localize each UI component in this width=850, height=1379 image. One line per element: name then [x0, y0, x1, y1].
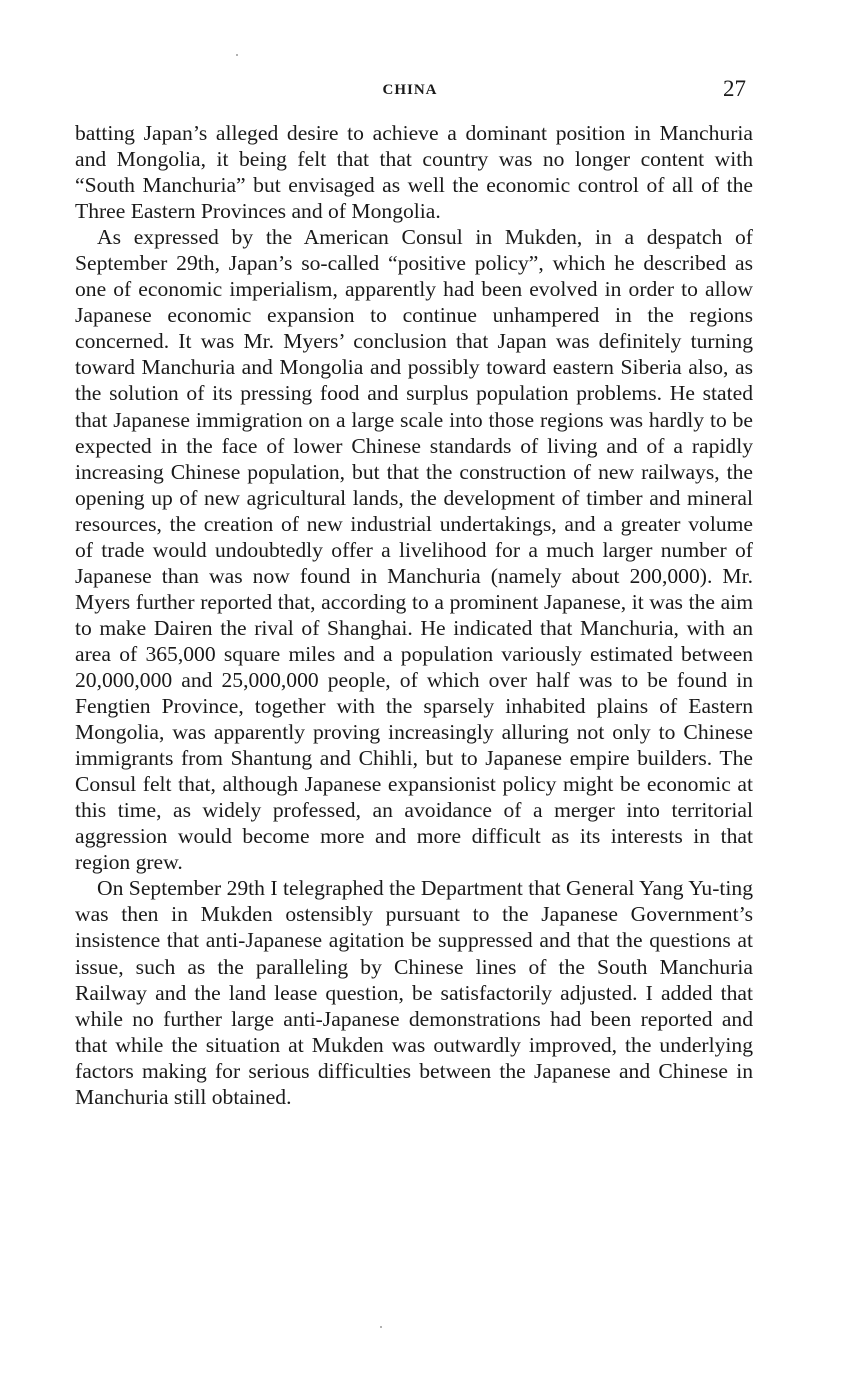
body-text — [75, 120, 753, 1110]
page-header — [74, 78, 746, 108]
page-number: 27 — [723, 76, 746, 101]
scan-speck — [236, 54, 238, 56]
scan-speck — [380, 1326, 382, 1328]
paragraph-continued: batting Japan’s alleged desire to achieve a dominant position in Manchuria and Mongolia, it being felt that that country was no longer content with “South Manchuria” but envisaged as well the economic control of all of the Three Eastern Provinces and of Mongolia. — [75, 121, 753, 224]
running-title: CHINA — [382, 82, 438, 98]
paragraph-consul-report: As expressed by the American Consul in Mukden, in a despatch of September 29th, Japan’s so-called “positive policy”, which he described as one of economic imperialism, apparently had been evolved in order to allow Japanese economic expansion to continue unhampered in the regions concerned. It was Mr. Myers’ conclusion that Japan was definitely turning toward Manchuria and Mongolia and possibly toward eastern Siberia also, as the solution of its pressing food and surplus population problems. He stated that Japanese immigration on a large scale into those regions was hardly to be expected in the face of lower Chinese standards of living and of a rapidly increasing Chinese population, but that the construction of new railways, the opening up of new agricultural lands, the development of timber and mineral resources, the creation of new industrial undertakings, and a greater volume of trade would undoubtedly offer a livelihood for a much larger number of Japanese than was now found in Manchuria (namely about 200,000). Mr. Myers further reported that, according to a prominent Japanese, it was the aim to make Dairen the rival of Shanghai. He indicated that Manchuria, with an area of 365,000 square miles and a population variously estimated between 20,000,000 and 25,000,000 people, of which over half was to be found in Fengtien Province, together with the sparsely inhabited plains of Eastern Mongolia, was apparently proving increasingly alluring not only to Chinese immigrants from Shantung and Chihli, but to Japanese empire builders. The Consul felt that, although Japanese expansionist policy might be economic at this time, as widely professed, an avoidance of a merger into territorial aggression would become more and more difficult as its interests in that region grew. — [75, 225, 753, 875]
paragraph-telegram: On September 29th I telegraphed the Department that General Yang Yu-ting was then in Mukden ostensibly pursuant to the Japanese Government’s insistence that anti-Japanese agitation be suppressed and that the questions at issue, such as the paralleling by Chinese lines of the South Manchuria Railway and the land lease question, be satisfactorily adjusted. I added that while no further large anti-Japanese demonstrations had been reported and that while the situation at Mukden was outwardly improved, the underlying factors making for serious difficulties between the Japanese and Chinese in Manchuria still obtained. — [75, 876, 753, 1109]
